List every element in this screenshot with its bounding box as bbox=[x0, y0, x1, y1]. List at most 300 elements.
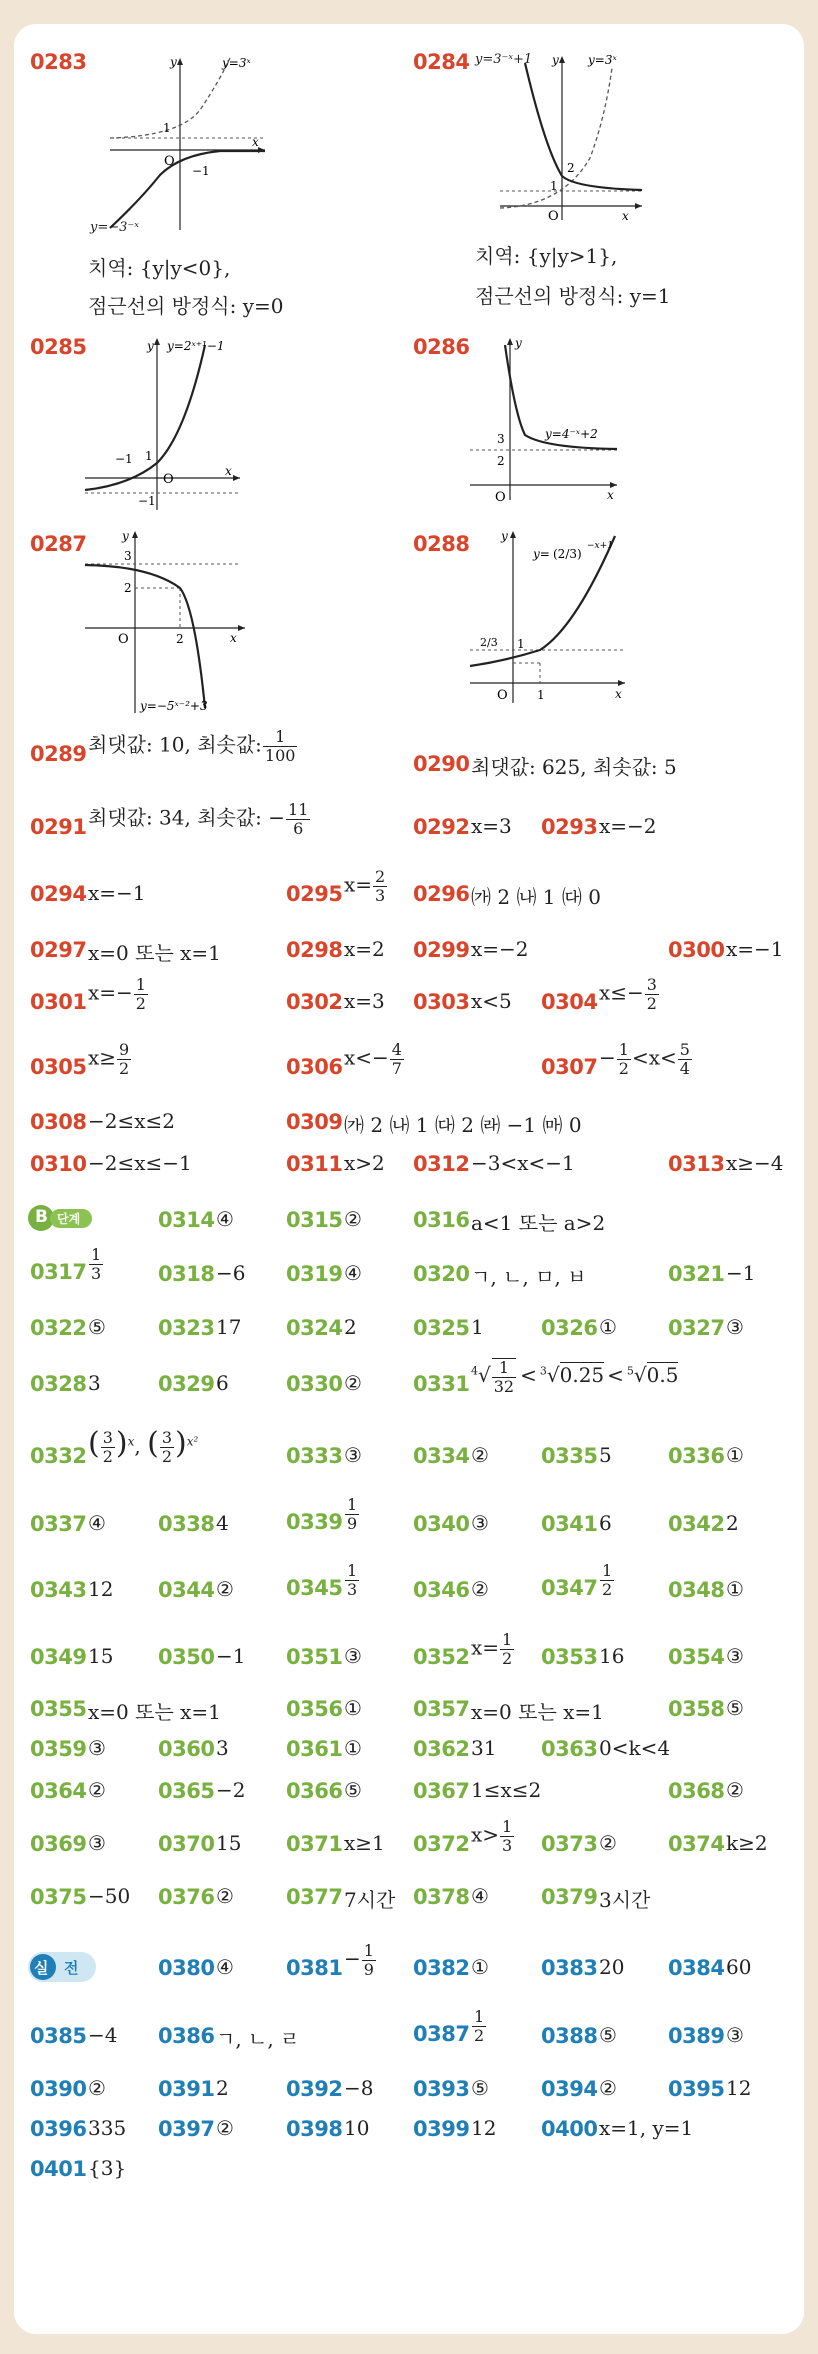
svg-text:x: x bbox=[615, 687, 622, 701]
problem-number: 0362 bbox=[413, 1737, 470, 1761]
problem-number: 0311 bbox=[286, 1152, 343, 1176]
problem-number: 0400 bbox=[541, 2117, 598, 2141]
answer-0383: 20 bbox=[599, 1955, 625, 1979]
problem-number: 0291 bbox=[30, 815, 87, 839]
problem-number: 0390 bbox=[30, 2077, 87, 2101]
problem-number: 0340 bbox=[413, 1512, 470, 1536]
answer-0312: −3<x<−1 bbox=[471, 1151, 575, 1175]
answer-0293: x=−2 bbox=[599, 814, 657, 838]
problem-number: 0306 bbox=[286, 1055, 343, 1079]
answer-0297: x=0 또는 x=1 bbox=[88, 941, 221, 965]
problem-number: 0358 bbox=[668, 1697, 725, 1721]
answer-0326: ① bbox=[599, 1315, 617, 1339]
answer-0352: x= $\frac{1}{2}$ bbox=[471, 1630, 513, 1668]
answer-0318: −6 bbox=[216, 1261, 246, 1285]
problem-number: 0399 bbox=[413, 2117, 470, 2141]
answer-0358: ⑤ bbox=[726, 1696, 744, 1720]
fraction: $\frac{1}{2}$ bbox=[602, 1561, 613, 1599]
answer-0356: ① bbox=[344, 1696, 362, 1720]
problem-number: 0350 bbox=[158, 1645, 215, 1669]
problem-number: 0354 bbox=[668, 1645, 725, 1669]
problem-number: 0331 bbox=[413, 1372, 470, 1396]
fraction: $\frac{3}{2}$ bbox=[646, 975, 657, 1013]
problem-number: 0333 bbox=[286, 1444, 343, 1468]
problem-number: 0298 bbox=[286, 938, 343, 962]
graph-0283 bbox=[80, 50, 280, 240]
problem-number: 0285 bbox=[30, 335, 87, 359]
answer-0381: − $\frac{1}{9}$ bbox=[344, 1941, 374, 1979]
problem-number: 0345 bbox=[286, 1576, 343, 1600]
answer-0324: 2 bbox=[344, 1315, 357, 1339]
answer-0305: x≥ $\frac{9}{2}$ bbox=[88, 1040, 130, 1078]
problem-number: 0332 bbox=[30, 1444, 87, 1468]
svg-text:y=3ˣ: y=3ˣ bbox=[222, 56, 251, 70]
problem-number: 0385 bbox=[30, 2024, 87, 2048]
graph-0286 bbox=[465, 335, 625, 505]
problem-number: 0296 bbox=[413, 882, 470, 906]
problem-number: 0359 bbox=[30, 1737, 87, 1761]
problem-number: 0356 bbox=[286, 1697, 343, 1721]
answer-0377: 7시간 bbox=[344, 1888, 396, 1912]
answer-0400: x=1, y=1 bbox=[599, 2116, 694, 2140]
problem-number: 0401 bbox=[30, 2157, 87, 2181]
fraction: $\frac{1}{100}$ bbox=[264, 727, 296, 765]
answer-0344: ② bbox=[216, 1577, 234, 1601]
svg-text:2: 2 bbox=[567, 161, 575, 175]
svg-text:−x+1: −x+1 bbox=[587, 541, 613, 551]
answer-0303: x<5 bbox=[471, 989, 512, 1013]
problem-number: 0312 bbox=[413, 1152, 470, 1176]
problem-number: 0384 bbox=[668, 1956, 725, 1980]
problem-number: 0326 bbox=[541, 1316, 598, 1340]
problem-number: 0307 bbox=[541, 1055, 598, 1079]
fraction: $\frac{1}{3}$ bbox=[91, 1245, 102, 1283]
svg-text:y=4⁻ˣ+2: y=4⁻ˣ+2 bbox=[545, 427, 598, 441]
svg-text:1: 1 bbox=[145, 449, 153, 463]
answer-0385: −4 bbox=[88, 2023, 118, 2047]
b-letter: B bbox=[35, 1207, 48, 1227]
fraction: $\frac{3}{2}$ bbox=[102, 1428, 113, 1466]
problem-number: 0301 bbox=[30, 990, 87, 1014]
svg-text:y: y bbox=[122, 529, 129, 543]
answer-0359: ③ bbox=[88, 1736, 106, 1760]
fraction: $\frac{4}{7}$ bbox=[391, 1040, 402, 1078]
fraction: $\frac{3}{2}$ bbox=[161, 1428, 173, 1466]
svg-text:−1: −1 bbox=[138, 494, 156, 508]
problem-number: 0397 bbox=[158, 2117, 215, 2141]
answer-0292: x=3 bbox=[471, 814, 512, 838]
problem-number: 0364 bbox=[30, 1779, 87, 1803]
answer-0336: ① bbox=[726, 1443, 744, 1467]
problem-number: 0310 bbox=[30, 1152, 87, 1176]
problem-number: 0341 bbox=[541, 1512, 598, 1536]
answer-0332: ( $\frac{3}{2}$ )$^x$, ( $\frac{3}{2}$ )$^{x^2}$ bbox=[88, 1426, 199, 1466]
answer-0366: ⑤ bbox=[344, 1778, 362, 1802]
problem-number: 0335 bbox=[541, 1444, 598, 1468]
answer-0397: ② bbox=[216, 2116, 234, 2140]
answer-0316: a<1 또는 a>2 bbox=[471, 1211, 606, 1235]
problem-number: 0393 bbox=[413, 2077, 470, 2101]
fraction: $\frac{1}{3}$ bbox=[347, 1561, 358, 1599]
answer-0308: −2≤x≤2 bbox=[88, 1109, 176, 1133]
problem-number: 0318 bbox=[158, 1262, 215, 1286]
answer-0384: 60 bbox=[726, 1955, 752, 1979]
problem-number: 0380 bbox=[158, 1956, 215, 1980]
problem-number: 0396 bbox=[30, 2117, 87, 2141]
answer-0315: ② bbox=[344, 1207, 362, 1231]
problem-number: 0317 bbox=[30, 1260, 87, 1284]
problem-number: 0303 bbox=[413, 990, 470, 1014]
problem-number: 0383 bbox=[541, 1956, 598, 1980]
asymptote-text: 점근선의 방정식: y=1 bbox=[475, 284, 671, 308]
problem-number: 0373 bbox=[541, 1832, 598, 1856]
answer-0310: −2≤x≤−1 bbox=[88, 1151, 192, 1175]
problem-number: 0302 bbox=[286, 990, 343, 1014]
svg-text:2: 2 bbox=[124, 581, 132, 595]
problem-number: 0299 bbox=[413, 938, 470, 962]
answer-0290: 최댓값: 625, 최솟값: 5 bbox=[471, 755, 677, 779]
answer-0386: ㄱ, ㄴ, ㄹ bbox=[216, 2027, 300, 2051]
problem-number: 0322 bbox=[30, 1316, 87, 1340]
svg-text:2: 2 bbox=[497, 454, 505, 468]
fraction: $\frac{11}{6}$ bbox=[288, 800, 309, 838]
problem-number: 0366 bbox=[286, 1779, 343, 1803]
fraction: $\frac{1}{9}$ bbox=[347, 1495, 358, 1533]
answer-0309: ㈎ 2 ㈏ 1 ㈐ 2 ㈑ −1 ㈒ 0 bbox=[344, 1113, 582, 1137]
asymptote-text: 점근선의 방정식: y=0 bbox=[88, 294, 284, 318]
answer-0391: 2 bbox=[216, 2076, 229, 2100]
problem-number: 0338 bbox=[158, 1512, 215, 1536]
answer-0353: 16 bbox=[599, 1644, 625, 1668]
svg-text:y=−5ˣ⁻²+3: y=−5ˣ⁻²+3 bbox=[140, 699, 208, 713]
answer-0306: x<− $\frac{4}{7}$ bbox=[344, 1040, 402, 1078]
answer-0307: − $\frac{1}{2}$ <x< $\frac{5}{4}$ bbox=[599, 1040, 690, 1078]
answer-0300: x=−1 bbox=[726, 937, 784, 961]
fraction: $\frac{1}{2}$ bbox=[474, 2007, 485, 2045]
answer-0398: 10 bbox=[344, 2116, 370, 2140]
answer-0360: 3 bbox=[216, 1736, 229, 1760]
problem-number: 0309 bbox=[286, 1110, 343, 1134]
answer-0368: ② bbox=[726, 1778, 744, 1802]
answer-0343: 12 bbox=[88, 1577, 114, 1601]
practice-word1: 실 bbox=[34, 1959, 49, 1977]
answer-0341: 6 bbox=[599, 1511, 612, 1535]
svg-text:(2/3): (2/3) bbox=[553, 547, 582, 561]
answer-0351: ③ bbox=[344, 1644, 362, 1668]
answer-0291: 최댓값: 34, 최솟값: − $\frac{11}{6}$ bbox=[88, 800, 309, 838]
svg-text:1: 1 bbox=[550, 179, 558, 193]
answer-0378: ④ bbox=[471, 1884, 489, 1908]
answer-0333: ③ bbox=[344, 1443, 362, 1467]
answer-0334: ② bbox=[471, 1443, 489, 1467]
problem-number: 0375 bbox=[30, 1885, 87, 1909]
problem-number: 0328 bbox=[30, 1372, 87, 1396]
answer-0329: 6 bbox=[216, 1371, 229, 1395]
answer-0350: −1 bbox=[216, 1644, 246, 1668]
answer-0375: −50 bbox=[88, 1884, 131, 1908]
problem-number: 0295 bbox=[286, 882, 343, 906]
answer-0376: ② bbox=[216, 1884, 234, 1908]
problem-number: 0361 bbox=[286, 1737, 343, 1761]
problem-number: 0284 bbox=[413, 50, 470, 74]
problem-number: 0324 bbox=[286, 1316, 343, 1340]
answer-0396: 335 bbox=[88, 2116, 127, 2140]
answer-0361: ① bbox=[344, 1736, 362, 1760]
problem-number: 0363 bbox=[541, 1737, 598, 1761]
problem-number: 0283 bbox=[30, 50, 87, 74]
fraction: $\frac{5}{4}$ bbox=[679, 1040, 690, 1078]
answer-0323: 17 bbox=[216, 1315, 242, 1339]
problem-number: 0293 bbox=[541, 815, 598, 839]
answer-0298: x=2 bbox=[344, 937, 385, 961]
problem-number: 0382 bbox=[413, 1956, 470, 1980]
problem-number: 0316 bbox=[413, 1208, 470, 1232]
problem-number: 0394 bbox=[541, 2077, 598, 2101]
fraction: $\frac{1}{32}$ bbox=[493, 1358, 515, 1396]
svg-text:O: O bbox=[495, 490, 506, 505]
problem-number: 0330 bbox=[286, 1372, 343, 1396]
range-text: 치역: {y|y>1}, bbox=[475, 244, 618, 268]
answer-0313: x≥−4 bbox=[726, 1151, 784, 1175]
problem-number: 0352 bbox=[413, 1645, 470, 1669]
problem-number: 0289 bbox=[30, 742, 87, 766]
problem-number: 0320 bbox=[413, 1262, 470, 1286]
answer-0379: 3시간 bbox=[599, 1888, 651, 1912]
answer-0371: x≥1 bbox=[344, 1831, 385, 1855]
answer-0327: ③ bbox=[726, 1315, 744, 1339]
problem-number: 0288 bbox=[413, 532, 470, 556]
problem-number: 0392 bbox=[286, 2077, 343, 2101]
answer-0304: x≤− $\frac{3}{2}$ bbox=[599, 975, 657, 1013]
problem-number: 0353 bbox=[541, 1645, 598, 1669]
problem-number: 0343 bbox=[30, 1578, 87, 1602]
answer-0390: ② bbox=[88, 2076, 106, 2100]
problem-number: 0348 bbox=[668, 1578, 725, 1602]
graph-0288 bbox=[465, 528, 635, 708]
problem-number: 0387 bbox=[413, 2022, 470, 2046]
graph-0284 bbox=[470, 48, 650, 228]
problem-number: 0365 bbox=[158, 1779, 215, 1803]
answer-0337: ④ bbox=[88, 1511, 106, 1535]
problem-number: 0329 bbox=[158, 1372, 215, 1396]
problem-number: 0389 bbox=[668, 2024, 725, 2048]
problem-number: 0347 bbox=[541, 1576, 598, 1600]
svg-text:O: O bbox=[548, 209, 559, 224]
problem-number: 0370 bbox=[158, 1832, 215, 1856]
answer-0346: ② bbox=[471, 1577, 489, 1601]
svg-text:3: 3 bbox=[124, 549, 132, 563]
svg-text:1: 1 bbox=[537, 688, 545, 702]
graph-label: y=3⁻ˣ+1 bbox=[475, 52, 533, 67]
answer-0325: 1 bbox=[471, 1315, 484, 1339]
svg-text:O: O bbox=[497, 688, 508, 703]
answer-0301: x=− $\frac{1}{2}$ bbox=[88, 975, 146, 1013]
svg-text:−1: −1 bbox=[115, 452, 133, 466]
problem-number: 0386 bbox=[158, 2024, 215, 2048]
problem-number: 0367 bbox=[413, 1779, 470, 1803]
answer-0330: ② bbox=[344, 1371, 362, 1395]
answer-0335: 5 bbox=[599, 1443, 612, 1467]
answer-0347 bbox=[599, 1562, 615, 1598]
fraction: $\frac{2}{3}$ bbox=[375, 867, 386, 905]
svg-text:y=: y= bbox=[533, 547, 550, 561]
answer-0363: 0<k<4 bbox=[599, 1736, 671, 1760]
problem-number: 0287 bbox=[30, 532, 87, 556]
answer-0354: ③ bbox=[726, 1644, 744, 1668]
problem-number: 0304 bbox=[541, 990, 598, 1014]
problem-number: 0334 bbox=[413, 1444, 470, 1468]
problem-number: 0325 bbox=[413, 1316, 470, 1340]
problem-number: 0337 bbox=[30, 1512, 87, 1536]
problem-number: 0355 bbox=[30, 1697, 87, 1721]
problem-number: 0292 bbox=[413, 815, 470, 839]
problem-number: 0351 bbox=[286, 1645, 343, 1669]
svg-text:O: O bbox=[164, 154, 175, 169]
answer-0387 bbox=[471, 2008, 487, 2044]
answer-0372: x> $\frac{1}{3}$ bbox=[471, 1817, 513, 1855]
answer-0331: $^4$√ $\frac{1}{32}$ < $^3$√0.25 < $^5$√0.5 bbox=[471, 1358, 679, 1396]
fraction: $\frac{1}{2}$ bbox=[135, 975, 146, 1013]
svg-text:O: O bbox=[118, 632, 129, 647]
answer-0395: 12 bbox=[726, 2076, 752, 2100]
answer-0295: x= $\frac{2}{3}$ bbox=[344, 867, 386, 905]
svg-text:x: x bbox=[607, 488, 614, 502]
problem-number: 0305 bbox=[30, 1055, 87, 1079]
answer-0389: ③ bbox=[726, 2023, 744, 2047]
fraction: $\frac{1}{3}$ bbox=[502, 1817, 513, 1855]
answer-0289: 최댓값: 10, 최솟값: $\frac{1}{100}$ bbox=[88, 727, 296, 765]
problem-number: 0294 bbox=[30, 882, 87, 906]
svg-text:O: O bbox=[163, 472, 174, 487]
answer-0374: k≥2 bbox=[726, 1831, 768, 1855]
problem-number: 0314 bbox=[158, 1208, 215, 1232]
b-word: 단계 bbox=[57, 1212, 81, 1226]
svg-text:x: x bbox=[230, 631, 237, 645]
problem-number: 0360 bbox=[158, 1737, 215, 1761]
problem-number: 0372 bbox=[413, 1832, 470, 1856]
answer-0296: ㈎ 2 ㈏ 1 ㈐ 0 bbox=[471, 885, 601, 909]
problem-number: 0297 bbox=[30, 938, 87, 962]
answer-0339 bbox=[344, 1496, 360, 1532]
problem-number: 0327 bbox=[668, 1316, 725, 1340]
answer-0355: x=0 또는 x=1 bbox=[88, 1700, 221, 1724]
answer-0328: 3 bbox=[88, 1371, 101, 1395]
svg-text:y: y bbox=[147, 339, 154, 353]
problem-number: 0315 bbox=[286, 1208, 343, 1232]
problem-number: 0313 bbox=[668, 1152, 725, 1176]
problem-number: 0286 bbox=[413, 335, 470, 359]
svg-text:y=2ˣ⁺¹−1: y=2ˣ⁺¹−1 bbox=[167, 339, 225, 353]
problem-number: 0378 bbox=[413, 1885, 470, 1909]
graph-0287 bbox=[80, 528, 250, 718]
answer-0348: ① bbox=[726, 1577, 744, 1601]
answer-0392: −8 bbox=[344, 2076, 374, 2100]
answer-0364: ② bbox=[88, 1778, 106, 1802]
answer-0373: ② bbox=[599, 1831, 617, 1855]
problem-number: 0377 bbox=[286, 1885, 343, 1909]
fraction: $\frac{9}{2}$ bbox=[119, 1040, 130, 1078]
answer-0317 bbox=[88, 1246, 104, 1282]
problem-number: 0381 bbox=[286, 1956, 343, 1980]
svg-text:1: 1 bbox=[517, 637, 525, 651]
svg-text:y: y bbox=[515, 336, 522, 350]
problem-number: 0344 bbox=[158, 1578, 215, 1602]
problem-number: 0398 bbox=[286, 2117, 343, 2141]
svg-text:1: 1 bbox=[163, 121, 171, 135]
problem-number: 0300 bbox=[668, 938, 725, 962]
fraction: $\frac{1}{2}$ bbox=[618, 1040, 629, 1078]
fraction: $\frac{1}{9}$ bbox=[363, 1941, 374, 1979]
svg-text:y: y bbox=[552, 53, 559, 67]
answer-0340: ③ bbox=[471, 1511, 489, 1535]
answer-0320: ㄱ, ㄴ, ㅁ, ㅂ bbox=[471, 1265, 587, 1289]
answer-0369: ③ bbox=[88, 1831, 106, 1855]
problem-number: 0319 bbox=[286, 1262, 343, 1286]
answer-0401: {3} bbox=[88, 2156, 127, 2180]
answer-0394: ② bbox=[599, 2076, 617, 2100]
answer-0338: 4 bbox=[216, 1511, 229, 1535]
answer-0399: 12 bbox=[471, 2116, 497, 2140]
answer-0362: 31 bbox=[471, 1736, 497, 1760]
svg-text:3: 3 bbox=[497, 432, 505, 446]
problem-number: 0357 bbox=[413, 1697, 470, 1721]
answer-0370: 15 bbox=[216, 1831, 242, 1855]
svg-text:−1: −1 bbox=[192, 164, 210, 178]
answer-0321: −1 bbox=[726, 1261, 756, 1285]
answer-0382: ① bbox=[471, 1955, 489, 1979]
problem-number: 0395 bbox=[668, 2077, 725, 2101]
svg-text:y: y bbox=[501, 529, 508, 543]
answer-0367: 1≤x≤2 bbox=[471, 1778, 542, 1802]
graph-0285 bbox=[80, 335, 250, 515]
answer-0311: x>2 bbox=[344, 1151, 385, 1175]
svg-text:y: y bbox=[170, 55, 177, 69]
problem-number: 0368 bbox=[668, 1779, 725, 1803]
answer-0319: ④ bbox=[344, 1261, 362, 1285]
svg-text:x: x bbox=[622, 209, 629, 223]
answer-0349: 15 bbox=[88, 1644, 114, 1668]
problem-number: 0321 bbox=[668, 1262, 725, 1286]
svg-text:x: x bbox=[225, 464, 232, 478]
problem-number: 0290 bbox=[413, 752, 470, 776]
problem-number: 0379 bbox=[541, 1885, 598, 1909]
answer-0357: x=0 또는 x=1 bbox=[471, 1700, 604, 1724]
problem-number: 0342 bbox=[668, 1512, 725, 1536]
answer-0342: 2 bbox=[726, 1511, 739, 1535]
problem-number: 0374 bbox=[668, 1832, 725, 1856]
svg-text:y=3ˣ: y=3ˣ bbox=[588, 53, 617, 67]
problem-number: 0369 bbox=[30, 1832, 87, 1856]
answer-0299: x=−2 bbox=[471, 937, 529, 961]
problem-number: 0346 bbox=[413, 1578, 470, 1602]
graph-label: y=−3⁻ˣ bbox=[90, 220, 139, 235]
answer-0314: ④ bbox=[216, 1207, 234, 1231]
answer-0380: ④ bbox=[216, 1955, 234, 1979]
answer-0322: ⑤ bbox=[88, 1315, 106, 1339]
problem-number: 0339 bbox=[286, 1510, 343, 1534]
svg-text:2: 2 bbox=[176, 632, 184, 646]
answer-0345 bbox=[344, 1562, 360, 1598]
answer-0388: ⑤ bbox=[599, 2023, 617, 2047]
problem-number: 0371 bbox=[286, 1832, 343, 1856]
problem-number: 0308 bbox=[30, 1110, 87, 1134]
problem-number: 0336 bbox=[668, 1444, 725, 1468]
answer-0294: x=−1 bbox=[88, 881, 146, 905]
range-text: 치역: {y|y<0}, bbox=[88, 256, 231, 280]
answer-0393: ⑤ bbox=[471, 2076, 489, 2100]
svg-text:2/3: 2/3 bbox=[480, 636, 498, 649]
problem-number: 0376 bbox=[158, 1885, 215, 1909]
